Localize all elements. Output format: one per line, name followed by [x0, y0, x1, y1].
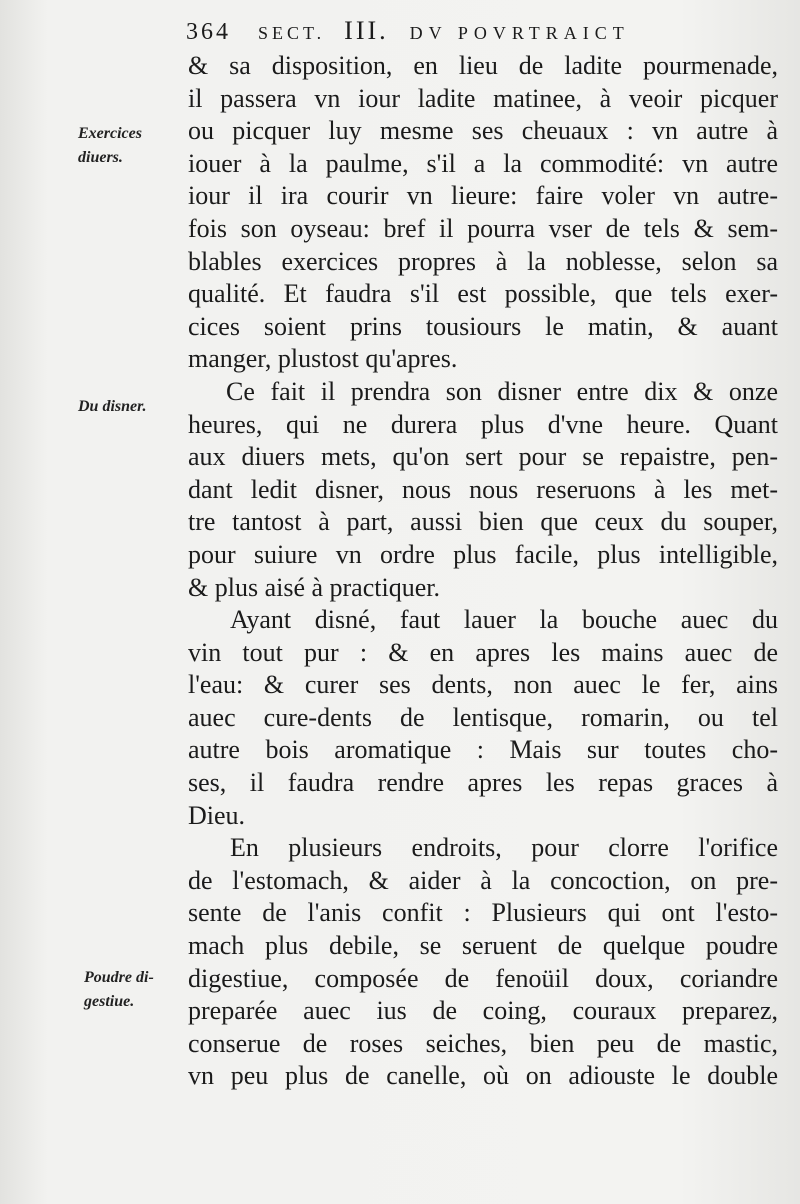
text-line: & plus aisé à practiquer. — [188, 572, 440, 602]
margin-note-line: Exercices — [78, 125, 142, 142]
text-line: conserue de roses seiches, bien peu de mastic, — [188, 1028, 778, 1058]
text-line: cices soient prins tousiours le matin, & auant — [188, 311, 778, 341]
text-line: ou picquer luy mesme ses cheuaux : vn autre à — [188, 116, 778, 146]
text-line: En plusieurs endroits, pour clorre l'orifice — [230, 833, 778, 863]
text-line: iour il ira courir vn lieure: faire voler vn autre- — [188, 181, 778, 211]
margin-note-line: Poudre di- — [84, 969, 154, 986]
text-line: Ce fait il prendra son disner entre dix & onze — [226, 376, 778, 406]
text-line: Ayant disné, faut lauer la bouche auec du — [230, 605, 778, 635]
text-line: fois son oyseau: bref il pourra vser de tels & sem- — [188, 213, 778, 243]
text-line: digestiue, composée de fenoüil doux, coriandre — [188, 963, 778, 993]
margin-note-disner — [78, 395, 146, 419]
text-line: dant ledit disner, nous nous reseruons à les met- — [188, 474, 778, 504]
body-text — [188, 50, 778, 1093]
text-line: auec cure-dents de lentisque, romarin, ou tel — [188, 702, 778, 732]
text-line: il passera vn iour ladite matinee, à veoir picquer — [188, 83, 778, 113]
running-title: DV POVRTRAICT — [409, 23, 630, 43]
margin-note-line: gestiue. — [84, 993, 135, 1010]
text-line: iouer à la paulme, s'il a la commodité: vn autre — [188, 148, 778, 178]
margin-note-exercices — [78, 122, 142, 170]
section-label: SECT. — [258, 23, 326, 43]
text-line: heures, qui ne durera plus d'vne heure. Quant — [188, 409, 778, 439]
text-line: manger, plustost qu'apres. — [188, 344, 458, 374]
running-header — [186, 16, 746, 46]
text-line: preparée auec ius de coing, couraux preparez, — [188, 996, 778, 1026]
text-line: qualité. Et faudra s'il est possible, que tels exer- — [188, 279, 778, 309]
text-line: autre bois aromatique : Mais sur toutes cho- — [188, 735, 778, 765]
text-line: & sa disposition, en lieu de ladite pourmenade, — [188, 51, 778, 80]
margin-note-line: diuers. — [78, 149, 123, 166]
text-line: sente de l'anis confit : Plusieurs qui ont l'esto- — [188, 898, 778, 928]
text-line: l'eau: & curer ses dents, non auec le fer, ains — [188, 670, 778, 700]
text-line: vn peu plus de canelle, où on adiouste le double — [188, 1061, 778, 1091]
text-line: vin tout pur : & en apres les mains auec de — [188, 637, 778, 667]
text-line: de l'estomach, & aider à la concoction, on pre- — [188, 865, 778, 895]
margin-note-line: Du disner. — [78, 398, 147, 415]
text-line: Dieu. — [188, 800, 246, 830]
section-number: III. — [344, 16, 389, 45]
text-line: ses, il faudra rendre apres les repas graces à — [188, 768, 778, 798]
text-line: blables exercices propres à la noblesse, selon sa — [188, 246, 778, 276]
text-line: aux diuers mets, qu'on sert pour se repaistre, pen- — [188, 442, 778, 472]
page-number: 364 — [186, 19, 231, 45]
text-line: pour suiure vn ordre plus facile, plus intelligible, — [188, 539, 778, 569]
text-line: tre tantost à part, aussi bien que ceux du souper, — [188, 507, 778, 537]
text-line: mach plus debile, se seruent de quelque poudre — [188, 931, 778, 961]
margin-note-poudre — [84, 966, 154, 1014]
